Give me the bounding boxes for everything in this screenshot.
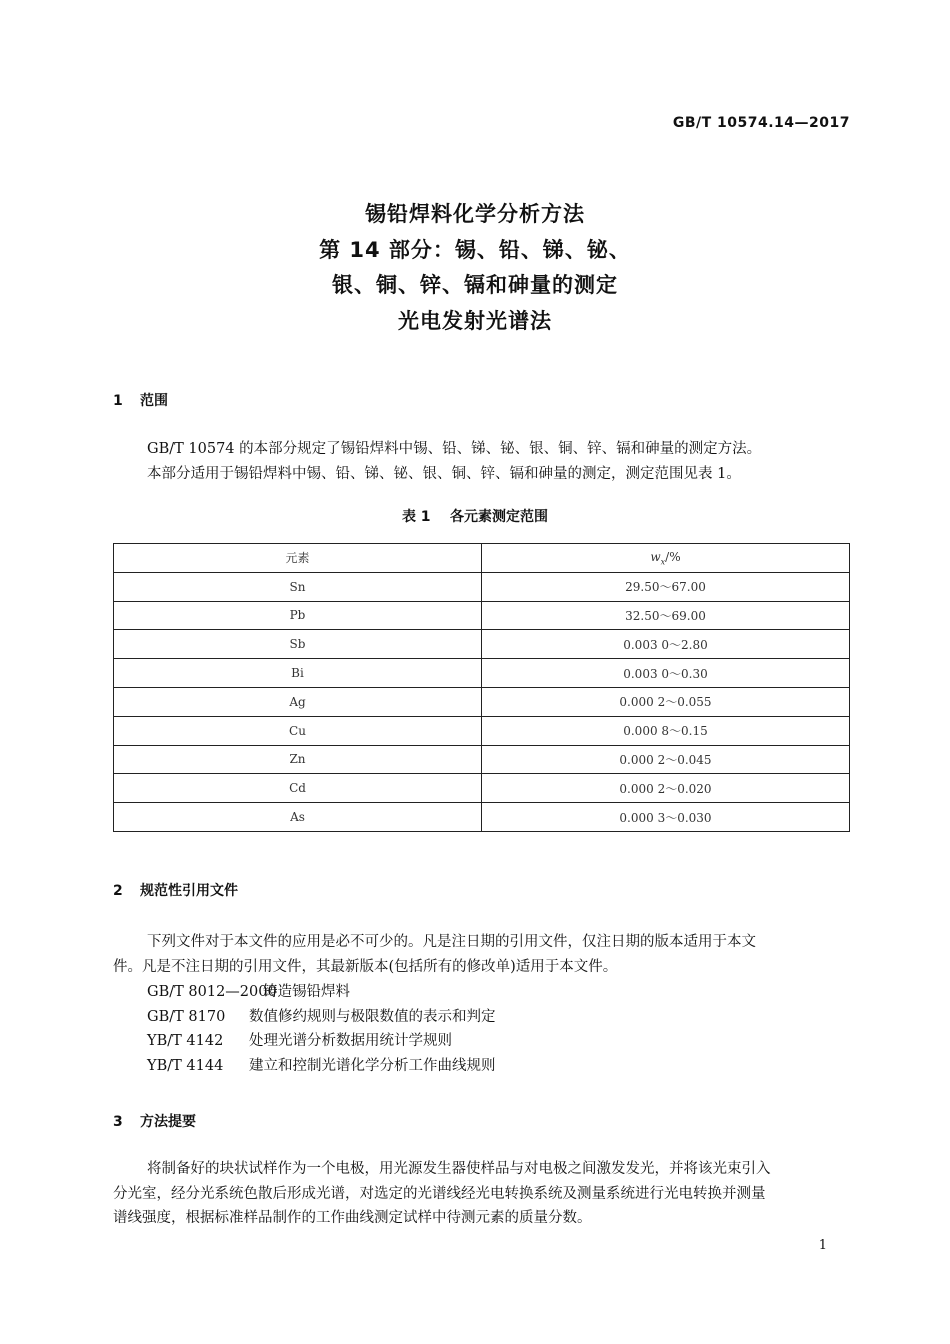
title-line: 光电发射光谱法: [398, 308, 552, 333]
list-item: [113, 1005, 850, 1030]
reference-list: [113, 980, 850, 1078]
range-cell: 0.000 2～0.020: [482, 774, 850, 803]
paragraph-line: 谱线强度，根据标准样品制作的工作曲线测定试样中待测元素的质量分数。: [113, 1210, 592, 1226]
table-row: [114, 716, 850, 745]
paragraph: 本部分适用于锡铅焊料中锡、铅、锑、铋、银、铜、锌、镉和砷量的测定，测定范围见表 1。: [147, 465, 741, 482]
list-item: [113, 1029, 850, 1054]
section-heading-scope: [113, 390, 168, 410]
table-row: [114, 745, 850, 774]
range-cell: 0.003 0～0.30: [482, 659, 850, 688]
document-title: [0, 197, 950, 339]
range-cell: 0.000 2～0.045: [482, 745, 850, 774]
element-cell: Pb: [114, 601, 482, 630]
range-cell: 29.50～67.00: [482, 572, 850, 601]
list-item: [113, 980, 850, 1005]
references-intro: [113, 930, 850, 979]
list-item: [113, 1054, 850, 1079]
scope-paragraphs: [113, 437, 850, 486]
reference-title: 处理光谱分析数据用统计学规则: [249, 1033, 452, 1049]
method-paragraph: [113, 1157, 850, 1231]
section-number: 2: [113, 883, 123, 899]
element-range-table: [113, 543, 850, 832]
section-heading-method: [113, 1111, 196, 1131]
section-title: 规范性引用文件: [140, 883, 238, 899]
paragraph-line: 将制备好的块状试样作为一个电极，用光源发生器使样品与对电极之间激发发光，并将该光束引入: [147, 1161, 771, 1177]
table-row: [114, 803, 850, 832]
table-caption: 表 1 各元素测定范围: [401, 509, 549, 525]
reference-code: GB/T 8170: [147, 1008, 226, 1025]
element-cell: Sn: [114, 572, 482, 601]
table-header-element: 元素: [114, 544, 482, 573]
paragraph: GB/T 10574 的本部分规定了锡铅焊料中锡、铅、锑、铋、银、铜、锌、镉和砷量的测定方法。: [147, 441, 762, 457]
reference-title: 数值修约规则与极限数值的表示和判定: [249, 1008, 496, 1025]
reference-code: YB/T 4144: [147, 1057, 224, 1074]
element-cell: Cu: [114, 716, 482, 745]
paragraph-line: 分光室，经分光系统色散后形成光谱，对选定的光谱线经光电转换系统及测量系统进行光电转换并测量: [113, 1185, 766, 1202]
table-row: [114, 659, 850, 688]
standard-code: GB/T 10574.14—2017: [672, 115, 850, 131]
table-row: [114, 774, 850, 803]
page-number: 1: [818, 1238, 827, 1253]
range-cell: 0.000 3～0.030: [482, 803, 850, 832]
title-line: 第 14 部分：锡、铅、锑、铋、: [319, 237, 631, 262]
element-cell: Cd: [114, 774, 482, 803]
range-cell: 32.50～69.00: [482, 601, 850, 630]
table-row: [114, 687, 850, 716]
element-cell: Ag: [114, 687, 482, 716]
element-cell: Sb: [114, 630, 482, 659]
range-cell: 0.003 0～2.80: [482, 630, 850, 659]
paragraph-line: 下列文件对于本文件的应用是必不可少的。凡是注日期的引用文件，仅注日期的版本适用于本文: [147, 934, 756, 950]
element-cell: As: [114, 803, 482, 832]
reference-title: 铸造锡铅焊料: [263, 984, 350, 1000]
section-number: 1: [113, 393, 123, 409]
section-title: 范围: [140, 393, 168, 409]
reference-code: GB/T 8012—2000: [147, 984, 277, 1000]
section-heading-references: [113, 880, 238, 900]
section-title: 方法提要: [140, 1114, 196, 1130]
table-row: [114, 572, 850, 601]
range-cell: 0.000 2～0.055: [482, 687, 850, 716]
title-line: 银、铜、锌、镉和砷量的测定: [332, 273, 618, 297]
reference-title: 建立和控制光谱化学分析工作曲线规则: [249, 1057, 496, 1074]
section-number: 3: [113, 1114, 123, 1130]
table-row: [114, 630, 850, 659]
range-cell: 0.000 8～0.15: [482, 716, 850, 745]
reference-code: YB/T 4142: [147, 1033, 224, 1049]
paragraph-line: 件。凡是不注日期的引用文件，其最新版本(包括所有的修改单)适用于本文件。: [113, 958, 618, 975]
table-row: [114, 601, 850, 630]
element-cell: Zn: [114, 745, 482, 774]
table-header-mass-fraction: $w_x/\%$: [482, 544, 850, 573]
element-cell: Bi: [114, 659, 482, 688]
title-line: 锡铅焊料化学分析方法: [365, 202, 585, 226]
table-header-row: [114, 544, 850, 573]
